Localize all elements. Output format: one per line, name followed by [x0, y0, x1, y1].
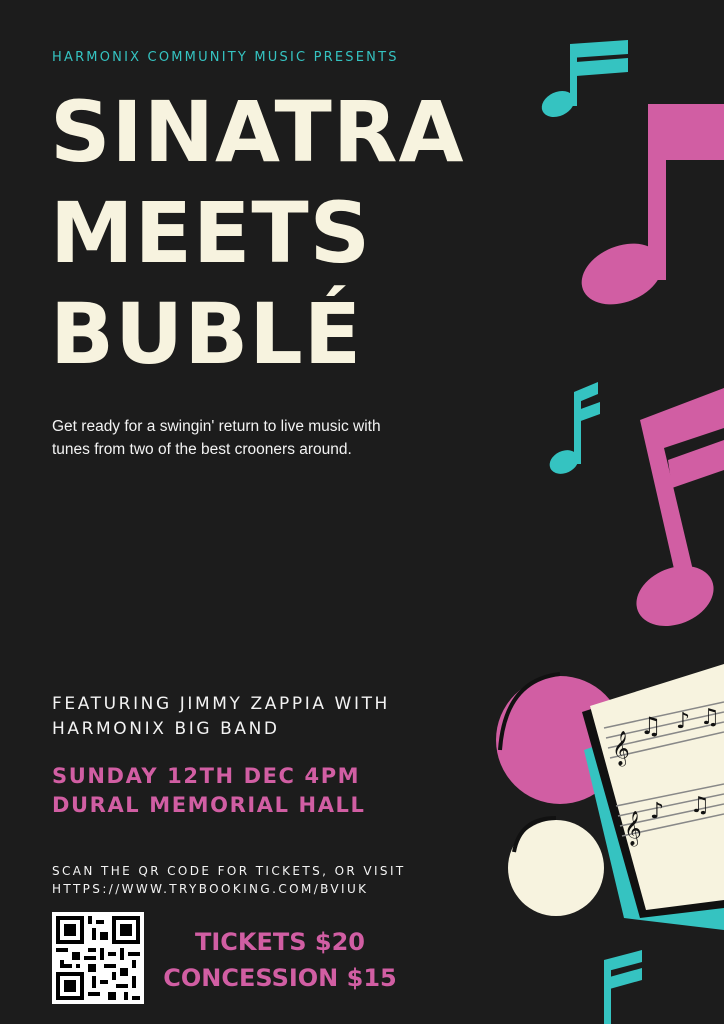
sheet-music-icon: [582, 664, 724, 930]
pink-music-note-icon-2: [627, 388, 724, 637]
poster-title: [50, 82, 465, 385]
booking-url[interactable]: HTTPS://WWW.TRYBOOKING.COM/BVIUK: [52, 882, 369, 896]
svg-text:♪: ♪: [650, 799, 665, 824]
featuring-line-2: HARMONIX BIG BAND: [52, 719, 280, 739]
featuring-text: [52, 692, 390, 742]
ticket-price-concession: CONCESSION $15: [163, 964, 397, 992]
title-line-2: MEETS: [50, 184, 372, 282]
svg-text:♫: ♫: [640, 712, 662, 740]
ticket-price-standard: TICKETS $20: [194, 928, 365, 956]
svg-text:♫: ♫: [700, 705, 720, 730]
svg-text:♪: ♪: [676, 709, 691, 734]
svg-text:𝄞: 𝄞: [612, 731, 630, 766]
svg-text:♫: ♫: [690, 793, 710, 818]
presenter-line: HARMONIX COMMUNITY MUSIC PRESENTS: [52, 50, 399, 65]
cream-circle-decoration: [508, 818, 604, 916]
qr-code-icon[interactable]: [52, 912, 144, 1004]
intro-text: Get ready for a swingin' return to live music with tunes from two of the best crooners around.: [52, 418, 381, 458]
event-date: SUNDAY 12TH DEC 4PM: [52, 764, 361, 788]
pink-music-note-icon-1: [573, 104, 724, 316]
svg-text:𝄞: 𝄞: [624, 811, 642, 846]
featuring-line-1: FEATURING JIMMY ZAPPIA WITH: [52, 694, 390, 714]
teal-music-note-icon-3: [604, 950, 642, 1024]
teal-music-note-icon-2: [546, 382, 600, 478]
scan-instructions: [52, 862, 406, 898]
qr-code-graphic: [52, 912, 144, 1004]
event-details: [52, 762, 366, 820]
scan-line-1: SCAN THE QR CODE FOR TICKETS, OR VISIT: [52, 864, 406, 878]
teal-music-note-icon-1: [538, 40, 628, 122]
ticket-prices: [160, 924, 400, 996]
title-line-3: BUBLÉ: [50, 285, 363, 383]
event-venue: DURAL MEMORIAL HALL: [52, 793, 366, 817]
title-line-1: SINATRA: [50, 83, 465, 181]
